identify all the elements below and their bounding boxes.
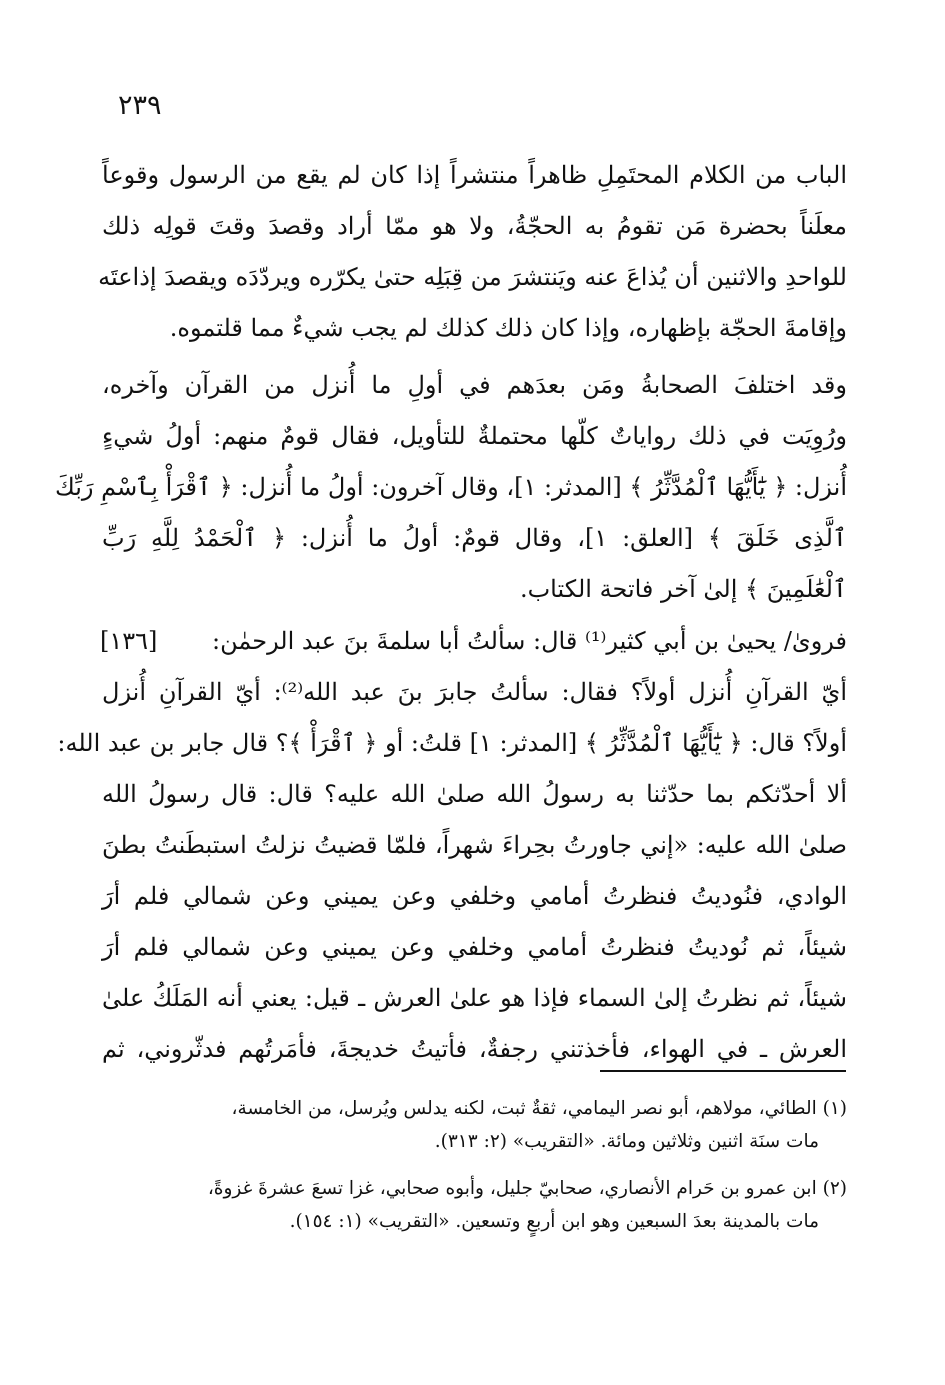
text-line: فروىٰ/ يحيىٰ بن أبي كثير⁽¹⁾ قال: سألتُ أبا سلمةَ بنَ عبد الرحمٰن: bbox=[212, 627, 847, 655]
paragraph-2 bbox=[55, 360, 847, 615]
footnote-gap bbox=[102, 1158, 847, 1172]
text-line: للواحدِ والاثنين أن يُذاعَ عنه ويَنتشرَ من قِبَلِه حتىٰ يكرّره ويردّدَه ويقصدَ إذاعتَه bbox=[98, 263, 847, 291]
text-line: وقد اختلفَ الصحابةُ ومَن بعدَهم في أولِ ما أُنزل من القرآن وآخره، bbox=[102, 371, 847, 399]
text-line: ٱلْعَٰلَمِينَ ﴾ إلىٰ آخر فاتحة الكتاب. bbox=[519, 575, 847, 603]
footnote-line: مات سنَة اثنين وثلاثين ومائة. «التقريب» (٢: ٣١٣). bbox=[434, 1131, 819, 1152]
text-line: ورُوِيَت في ذلك رواياتٌ كلّها محتملةٌ للتأويل، فقال قومٌ منهم: أولُ شيءٍ bbox=[102, 422, 847, 450]
page-number: ٢٣٩ bbox=[118, 90, 162, 121]
text-line: الباب من الكلام المحتَمِلِ ظاهراً منتشراً إذا كان لم يقع من الرسول وقوعاً bbox=[102, 161, 847, 189]
footnote-line bbox=[102, 1172, 847, 1205]
text-line: معلَناً بحضرة مَن تقومُ به الحجّةُ، ولا هو ممّا أراد وقصدَ وقتَ قولِه ذلك bbox=[102, 212, 847, 240]
reference-number: [١٣٦] bbox=[100, 627, 158, 655]
text-line: صلىٰ الله عليه: «إني جاورتُ بحِراءَ شهراً، فلمّا قضيتُ نزلتُ استبطَنتُ بطنَ bbox=[102, 831, 847, 859]
footnotes bbox=[102, 1092, 847, 1238]
text-line: ألا أحدّثكم بما حدّثنا به رسولُ الله صلىٰ الله عليه؟ قال: قال رسولُ الله bbox=[102, 780, 847, 808]
footnote-text: الطائي، مولاهم، أبو نصر اليمامي، ثقةٌ ثبت، لكنه يدلس ويُرسل، من الخامسة، bbox=[231, 1098, 817, 1119]
text-line: أيّ القرآنِ أُنزل أولاً؟ فقال: سألتُ جابرَ بنَ عبد الله⁽²⁾: أيّ القرآنِ أُنزل bbox=[102, 678, 847, 706]
text-line: ٱلَّذِى خَلَقَ ﴾ [العلق: ١]، وقال قومٌ: أولُ ما أُنزل: ﴿ ٱلْحَمْدُ لِلَّهِ رَبِّ bbox=[102, 524, 847, 552]
footnote-line bbox=[102, 1092, 847, 1125]
text-line: أولاً؟ قال: ﴿ يَٰٓأَيُّهَا ٱلْمُدَّثِّرُ ﴾ [المدثر: ١] قلتُ: أو ﴿ ٱقْرَأْ ﴾؟ قال جابر بن عبد الله: bbox=[57, 729, 847, 757]
paragraph-1 bbox=[98, 150, 847, 354]
text-line: أُنزل: ﴿ يَٰٓأَيُّهَا ٱلْمُدَّثِّرُ ﴾ [المدثر: ١]، وقال آخرون: أولُ ما أُنزل: ﴿ ٱقْرَأْ بِٱسْمِ رَبِّكَ bbox=[55, 473, 847, 501]
footnote-1 bbox=[102, 1092, 847, 1158]
text-line: العرش ـ في الهواء، فأخذتني رجفةٌ، فأتيتُ خديجةَ، فأمَرتُهم فدثّروني، ثم bbox=[102, 1035, 847, 1063]
footnote-marker: (١) bbox=[822, 1098, 847, 1119]
footnote-divider bbox=[600, 1070, 846, 1072]
footnote-line: مات بالمدينة بعدَ السبعين وهو ابن أربعٍ وتسعين. «التقريب» (١: ١٥٤). bbox=[289, 1211, 819, 1232]
footnote-marker: (٢) bbox=[822, 1178, 847, 1199]
text-line: وإقامةَ الحجّة بإظهاره، وإذا كان ذلك كذلك لم يجب شيءٌ مما قلتموه. bbox=[169, 314, 847, 342]
text-line: الوادي، فنُوديتُ فنظرتُ أمامي وخلفي وعن يميني وعن شمالي فلم أرَ bbox=[102, 882, 847, 910]
text-line: شيئاً، ثم نُوديتُ فنظرتُ أمامي وخلفي وعن يميني وعن شمالي فلم أرَ bbox=[102, 933, 847, 961]
footnote-2 bbox=[102, 1172, 847, 1238]
text-line: شيئاً، ثم نظرتُ إلىٰ السماء فإذا هو علىٰ العرش ـ قيل: يعني أنه المَلَكُ علىٰ bbox=[102, 984, 847, 1012]
footnote-text: ابن عمرو بن حَرام الأنصاري، صحابيّ جليل، وأبوه صحابي، غزا تسعَ عشرةَ غزوةً، bbox=[207, 1178, 817, 1199]
paragraph-3 bbox=[57, 616, 847, 1075]
